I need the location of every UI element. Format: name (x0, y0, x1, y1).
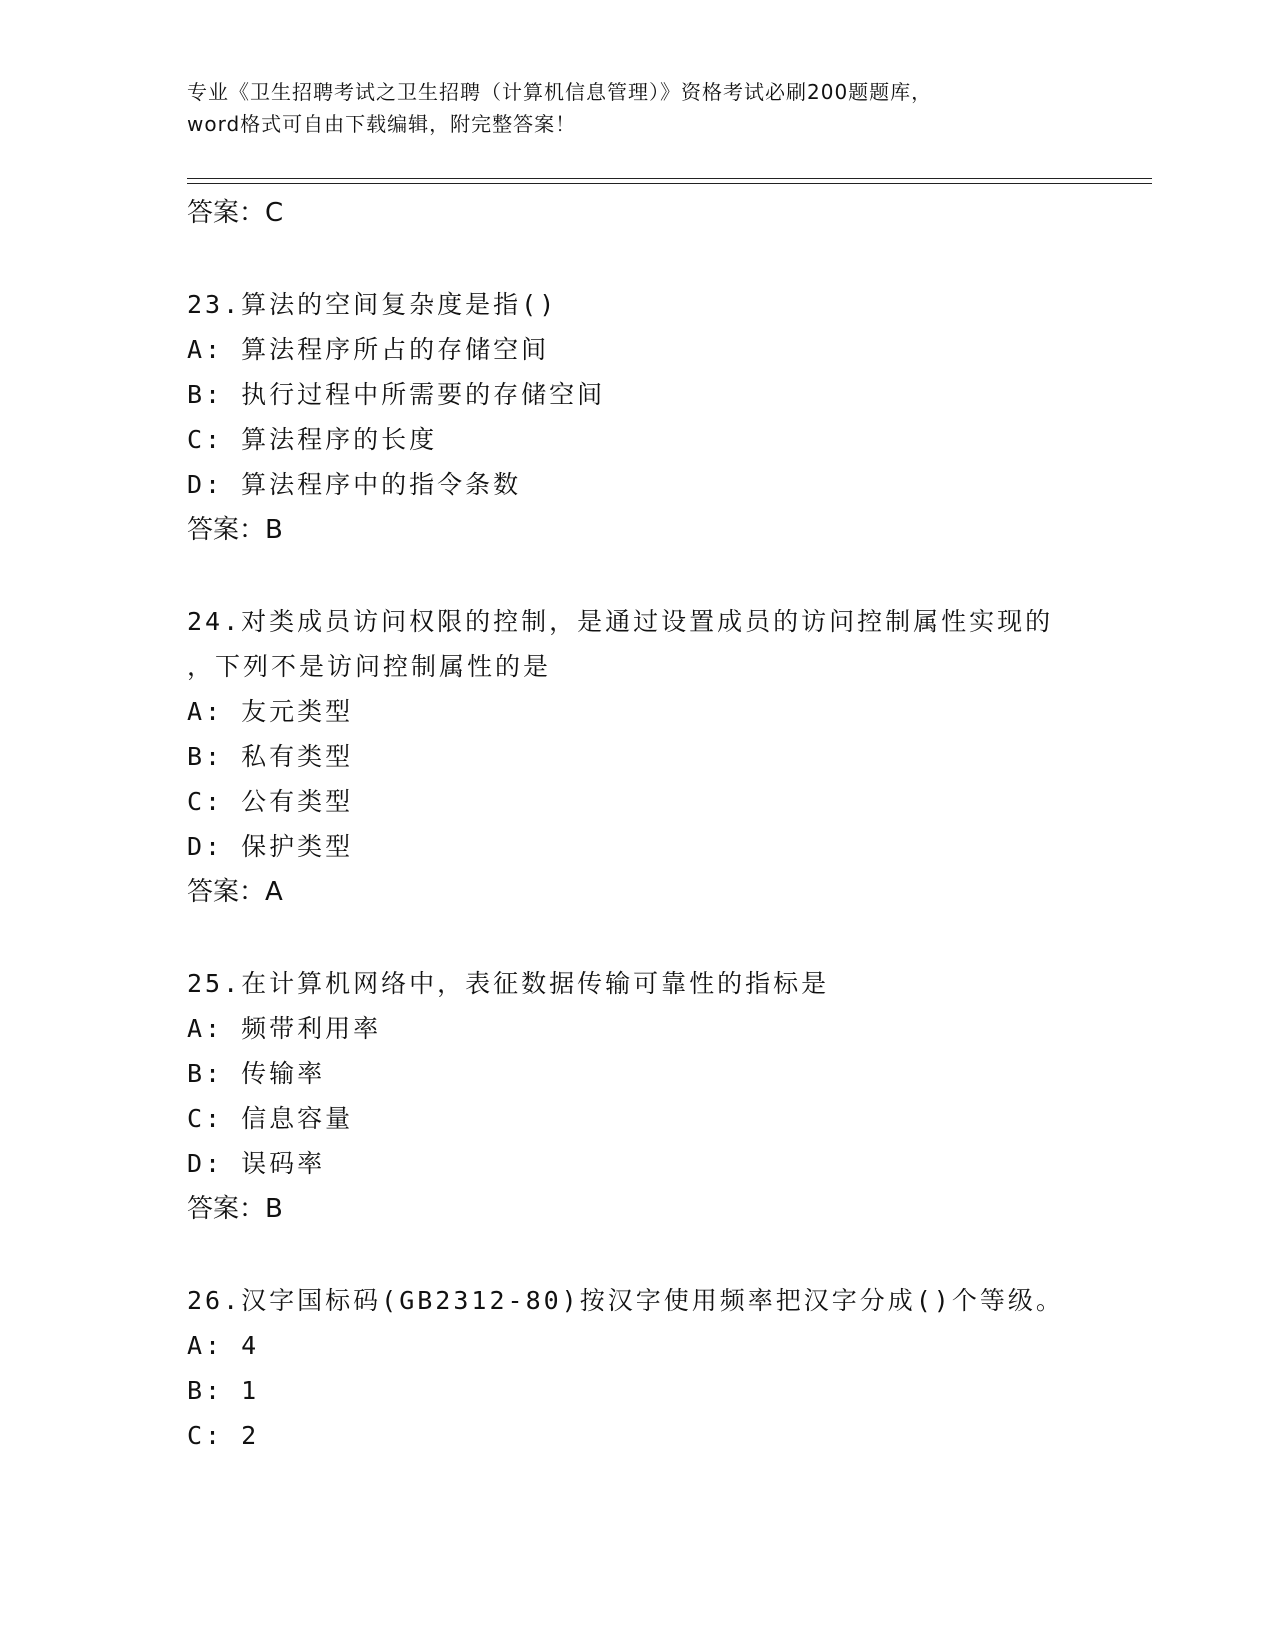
question-title-continued: ，下列不是访问控制属性的是 (187, 652, 552, 681)
option-c: C: 公有类型 (187, 787, 354, 816)
option-b: B: 1 (187, 1376, 260, 1405)
answer-line: 答案：C (187, 198, 284, 228)
header-rule-bottom (187, 183, 1152, 184)
answer-line: 答案：B (187, 515, 283, 545)
question-list (187, 190, 1147, 1458)
option-c: C: 2 (187, 1421, 260, 1450)
option-b: B: 传输率 (187, 1059, 326, 1088)
header-rule-top (187, 178, 1152, 179)
question-title: 26.汉字国标码(GB2312-80)按汉字使用频率把汉字分成()个等级。 (187, 1286, 1064, 1315)
question-title: 23.算法的空间复杂度是指() (187, 290, 558, 319)
option-a: A: 算法程序所占的存储空间 (187, 335, 550, 364)
spacer (187, 915, 1147, 961)
question-24 (187, 599, 1147, 915)
option-c: C: 信息容量 (187, 1104, 354, 1133)
question-23 (187, 282, 1147, 553)
answer-line: 答案：B (187, 1194, 283, 1224)
question-26 (187, 1278, 1147, 1458)
question-title: 25.在计算机网络中，表征数据传输可靠性的指标是 (187, 969, 830, 998)
spacer (187, 236, 1147, 282)
header-line-2: word格式可自由下载编辑，附完整答案！ (187, 112, 577, 136)
option-b: B: 私有类型 (187, 742, 354, 771)
option-d: D: 算法程序中的指令条数 (187, 470, 522, 499)
option-d: D: 保护类型 (187, 832, 354, 861)
question-title: 24.对类成员访问权限的控制，是通过设置成员的访问控制属性实现的 (187, 607, 1054, 636)
spacer (187, 553, 1147, 599)
option-a: A: 4 (187, 1331, 260, 1360)
answer-line: 答案：A (187, 877, 283, 907)
question-25 (187, 961, 1147, 1232)
option-b: B: 执行过程中所需要的存储空间 (187, 380, 606, 409)
option-a: A: 频带利用率 (187, 1014, 382, 1043)
spacer (187, 1232, 1147, 1278)
option-c: C: 算法程序的长度 (187, 425, 438, 454)
option-d: D: 误码率 (187, 1149, 326, 1178)
option-a: A: 友元类型 (187, 697, 354, 726)
document-header (187, 76, 1087, 140)
header-line-1: 专业《卫生招聘考试之卫生招聘（计算机信息管理）》资格考试必刷200题题库， (187, 80, 933, 104)
